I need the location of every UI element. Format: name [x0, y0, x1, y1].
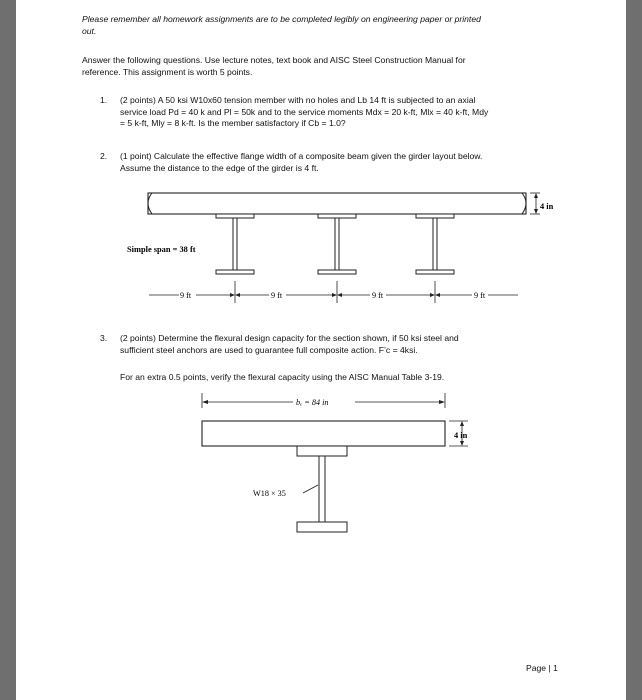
q3-line-1: (2 points) Determine the flexural design capacity for the section shown, if 50 ksi steel and — [120, 333, 459, 343]
q1-line-3: = 5 k-ft, Mly = 8 k-ft. Is the member satisfactory if Cb = 1.0? — [120, 118, 346, 129]
slab-thickness-label: 4 in — [540, 202, 554, 211]
q3-extra-credit: For an extra 0.5 points, verify the flexural capacity using the AISC Manual Table 3-19. — [120, 372, 445, 382]
concrete-slab — [148, 193, 526, 214]
q1-number: 1. — [100, 95, 108, 105]
slab-thickness-label: 4 in — [454, 431, 468, 440]
spacing-label-4: 9 ft — [474, 291, 486, 300]
intro-line-2: out. — [82, 25, 97, 36]
effective-width-label: bₑ = 84 in — [296, 398, 329, 407]
instructions-line-2: reference. This assignment is worth 5 points. — [82, 66, 253, 77]
span-label: Simple span = 38 ft — [127, 245, 196, 254]
page-number: Page | 1 — [526, 663, 558, 673]
q3-line-2: sufficient steel anchors are used to guarantee full composite action. F’c = 4ksi. — [120, 344, 418, 355]
girder-1 — [216, 214, 254, 274]
girder-3 — [416, 214, 454, 274]
w-beam-section — [297, 446, 347, 532]
document-page — [16, 0, 626, 700]
q1-line-2: service load Pd = 40 k and Pl = 50k and to the service moments Mdx = 20 k-ft, Mlx = 40 k-ft, Mdy — [120, 106, 489, 117]
question-1 — [120, 95, 610, 130]
q1-line-1: (2 points) A 50 ksi W10x60 tension member with no holes and Lb 14 ft is subjected to an axial — [120, 95, 476, 105]
spacing-label-3: 9 ft — [372, 291, 384, 300]
composite-section-figure — [16, 390, 626, 540]
girder-layout-figure — [16, 185, 626, 325]
spacing-label-2: 9 ft — [271, 291, 283, 300]
q2-line-2: Assume the distance to the edge of the girder is 4 ft. — [120, 162, 319, 173]
instructions-line-1: Answer the following questions. Use lecture notes, text book and AISC Steel Construction Manual for — [82, 55, 466, 65]
beam-designation-label: W18 × 35 — [253, 489, 286, 498]
intro-note — [82, 14, 602, 37]
instructions — [82, 55, 602, 78]
question-2 — [120, 151, 610, 174]
concrete-slab — [202, 421, 445, 446]
spacing-label-1: 9 ft — [180, 291, 192, 300]
girder-2 — [318, 214, 356, 274]
q2-number: 2. — [100, 151, 108, 161]
q2-line-1: (1 point) Calculate the effective flange width of a composite beam given the girder layout below. — [120, 151, 483, 161]
q3-number: 3. — [100, 333, 108, 343]
question-3 — [120, 333, 610, 356]
intro-line-1: Please remember all homework assignments are to be completed legibly on engineering paper or printed — [82, 14, 481, 24]
